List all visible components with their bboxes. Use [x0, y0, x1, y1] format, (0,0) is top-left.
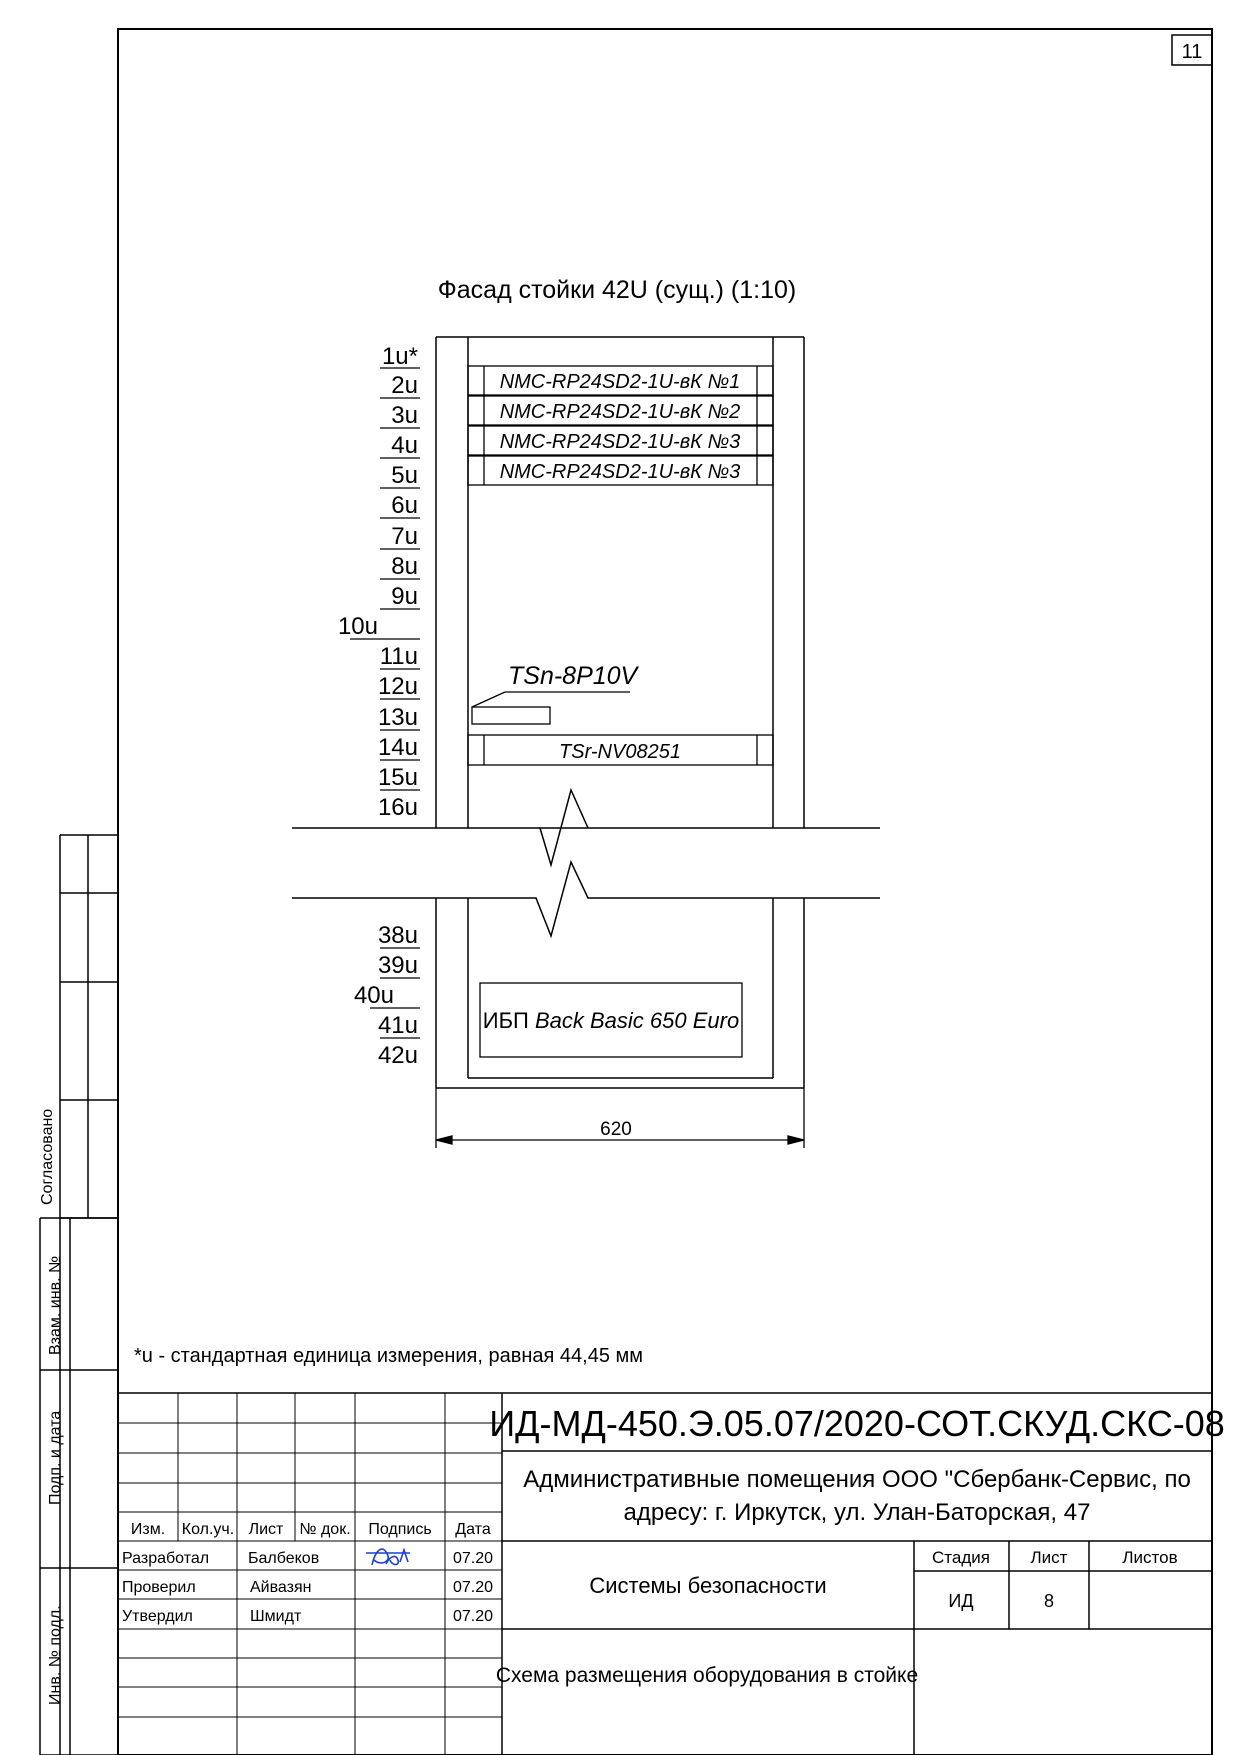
object-line-2: адресу: г. Иркутск, ул. Улан-Баторская, 47 — [623, 1499, 1091, 1526]
unit-label: 14u — [377, 734, 418, 761]
tsr-label: TSr-NV08251 — [559, 741, 681, 763]
staff-role: Разработал — [122, 1550, 210, 1567]
title-block-left-grid — [118, 1393, 502, 1755]
unit-label: 6u — [391, 492, 418, 519]
unit-label: 38u — [377, 922, 418, 949]
header-signature: Подпись — [368, 1521, 432, 1538]
staff-date: 07.20 — [452, 1550, 494, 1567]
unit-label: 41u — [377, 1012, 418, 1039]
stamp-agreed: Согласовано — [39, 1108, 56, 1205]
staff-name: Шмидт — [250, 1608, 302, 1625]
stamp-sign-date: Подп. и дата — [47, 1410, 64, 1505]
doc-code: ИД-МД-450.Э.05.07/2020-СОТ.СКУД.СКС-08 — [489, 1403, 1225, 1444]
sheet-number-box — [1172, 35, 1212, 65]
sheet-value: 8 — [1043, 1591, 1055, 1611]
unit-labels-bottom — [354, 922, 418, 1069]
header-date: Дата — [455, 1521, 491, 1538]
system-name: Системы безопасности — [589, 1573, 827, 1598]
staff-date: 07.20 — [452, 1608, 494, 1625]
staff-rows — [122, 1550, 493, 1625]
ups-model: Back Basic 650 Euro — [534, 1008, 740, 1033]
stage-header: Стадия — [932, 1548, 990, 1567]
tsn-label: TSn-8P10V — [508, 662, 638, 690]
object-line-1: Административные помещения ООО "Сбербанк-Сервис, по — [523, 1466, 1191, 1493]
sheet-number: 11 — [1181, 41, 1203, 63]
stamp-replace-inv: Взам. инв. № — [47, 1255, 64, 1355]
patch-panel-label: NMC-RP24SD2-1U-вК №1 — [499, 371, 741, 393]
unit-label: 10u — [337, 613, 378, 640]
staff-role: Проверил — [122, 1579, 196, 1596]
staff-role: Утвердил — [122, 1608, 193, 1625]
ups-device — [480, 983, 742, 1057]
unit-label: 3u — [391, 402, 418, 429]
drawing-name: Схема размещения оборудования в стойке — [495, 1664, 919, 1687]
header-sheet: Лист — [248, 1521, 284, 1538]
unit-label: 2u — [391, 372, 418, 399]
unit-labels-top — [338, 343, 418, 821]
unit-label: 12u — [377, 673, 418, 700]
ups-prefix: ИБП — [482, 1008, 535, 1033]
sheets-header: Листов — [1122, 1548, 1178, 1567]
unit-label: 16u — [377, 794, 418, 821]
staff-name: Балбеков — [248, 1550, 320, 1567]
unit-label: 40u — [353, 982, 394, 1009]
stamp-inv-original: Инв. № подл. — [47, 1605, 64, 1705]
tsr-device — [468, 735, 773, 765]
unit-label: 42u — [377, 1042, 418, 1069]
unit-label: 11u — [379, 643, 418, 670]
sheet-header: Лист — [1030, 1548, 1068, 1567]
stage-value: ИД — [948, 1591, 974, 1611]
tsn-device — [472, 662, 640, 724]
footnote: *u - стандартная единица измерения, равная 44,45 мм — [134, 1345, 644, 1367]
unit-label: 8u — [391, 553, 418, 580]
header-count: Кол.уч. — [181, 1521, 235, 1538]
unit-label: 13u — [377, 704, 418, 731]
patch-panel-labels — [500, 371, 741, 483]
ups-label — [483, 1008, 739, 1033]
header-change: Изм. — [130, 1521, 166, 1538]
header-doc-no: № док. — [299, 1521, 351, 1538]
staff-date: 07.20 — [452, 1579, 494, 1596]
unit-label: 1u* — [381, 343, 418, 370]
drawing-title: Фасад стойки 42U (сущ.) (1:10) — [437, 276, 797, 304]
patch-panel-label: NMC-RP24SD2-1U-вК №3 — [499, 461, 741, 483]
patch-panel-label: NMC-RP24SD2-1U-вК №3 — [499, 431, 741, 453]
patch-panel-label: NMC-RP24SD2-1U-вК №2 — [499, 401, 741, 423]
unit-label: 7u — [391, 523, 418, 550]
unit-label: 4u — [391, 432, 418, 459]
title-block-headers — [131, 1521, 491, 1538]
width-dimension-value: 620 — [600, 1119, 632, 1140]
signature-scribble — [366, 1549, 410, 1565]
unit-label: 5u — [391, 462, 418, 489]
unit-label: 15u — [377, 764, 418, 791]
unit-label: 9u — [391, 583, 418, 610]
unit-label: 39u — [377, 952, 418, 979]
staff-name: Айвазян — [250, 1579, 312, 1596]
